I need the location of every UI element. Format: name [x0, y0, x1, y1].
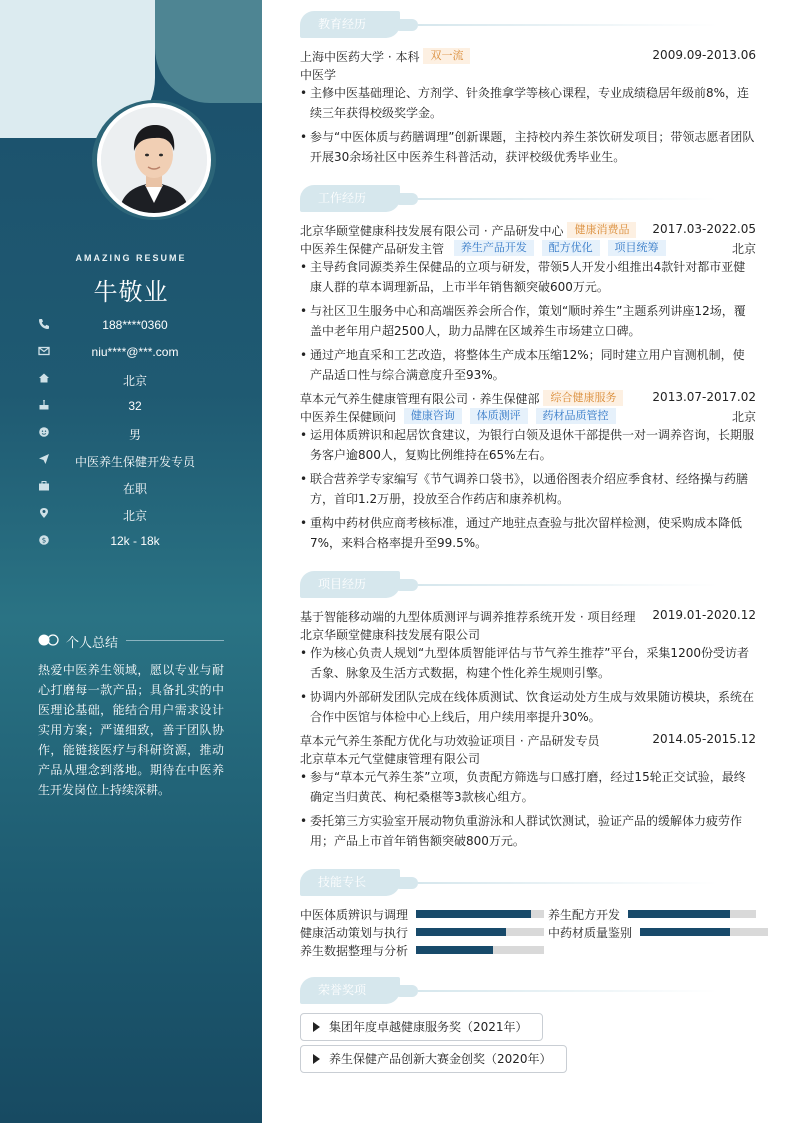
skill-fill: [628, 910, 730, 918]
school-name: 上海中医药大学 · 本科: [300, 50, 420, 64]
salary-value: 12k - 18k: [110, 534, 160, 548]
info-row-phone: [0, 316, 262, 336]
svg-text:$: $: [41, 536, 47, 545]
skill-fill: [416, 910, 531, 918]
portrait-image: [101, 107, 207, 213]
skill-item: [300, 906, 544, 920]
project-org: 北京草本元气堂健康管理有限公司: [300, 752, 481, 766]
job-role-row: [300, 240, 756, 257]
info-row-status: [0, 478, 262, 498]
skill-item: [548, 906, 768, 920]
salary-icon: [38, 534, 50, 546]
skill-item: [548, 924, 780, 938]
company-name: 草本元气养生健康管理有限公司 · 养生保健部: [300, 392, 540, 406]
list-item: • 主导药食同源类养生保健品的立项与研发，带领5人开发小组推出4款针对都市亚健康人群的草本调理新品，上市半年销售额突破600万元。: [300, 257, 756, 297]
skill-bar: [628, 910, 756, 918]
location-pin-icon: [38, 507, 50, 519]
job-city: 北京: [731, 242, 756, 256]
job-header: [300, 222, 756, 239]
summary-title: 个人总结: [66, 636, 119, 651]
skill-item: [300, 942, 544, 956]
award-item: [300, 1045, 567, 1073]
skill-bar: [416, 928, 544, 936]
project-org-row: [300, 750, 756, 767]
project-name: 基于智能移动端的九型体质测评与调养推荐系统开发 · 项目经理: [300, 610, 636, 624]
mail-icon: [38, 345, 50, 357]
job-status-value: 在职: [122, 482, 147, 496]
divider: [418, 990, 718, 992]
company-name: 北京华颐堂健康科技发展有限公司 · 产品研发中心: [300, 224, 564, 238]
phone-icon: [38, 318, 50, 330]
avatar-ring: [92, 100, 216, 220]
skill-label: 养生配方开发: [548, 908, 621, 922]
skill-tag: 养生产品开发: [454, 240, 534, 256]
info-row-salary: [0, 532, 262, 552]
section-title: 工作经历: [300, 185, 400, 212]
gender-value: 男: [128, 428, 141, 442]
expected-city-value: 北京: [122, 509, 147, 523]
home-icon: [38, 372, 50, 384]
info-row-position: [0, 451, 262, 471]
project-org: 北京华颐堂健康科技发展有限公司: [300, 628, 481, 642]
divider: [418, 584, 718, 586]
section-header-education: [300, 11, 760, 39]
decorative-pill: [394, 579, 418, 591]
divider: [418, 198, 718, 200]
job-header: [300, 390, 756, 407]
skill-label: 中医体质辨识与调理: [300, 908, 409, 922]
list-item: • 参与“草本元气养生茶”立项，负责配方筛选与口感打磨，经过15轮正交试验，最终确定当归黄芪、枸杞桑椹等3款核心组方。: [300, 767, 756, 807]
list-item: • 运用体质辨识和起居饮食建议，为银行白领及退休干部提供一对一调养咨询，长期服务客户逾800人，复购比例维持在65%左右。: [300, 425, 756, 465]
skill-fill: [416, 928, 506, 936]
decorative-pill: [394, 877, 418, 889]
skill-label: 中药材质量鉴别: [548, 926, 633, 940]
list-item: • 与社区卫生服务中心和高端医养会所合作，策划“顺时养生”主题系列讲座12场，覆盖中老年用户超2500人，助力品牌在区域养生市场建立口碑。: [300, 301, 756, 341]
triangle-right-icon: [313, 1054, 320, 1064]
section-title: 教育经历: [300, 11, 400, 38]
target-position-value: 中医养生保健开发专员: [74, 455, 195, 469]
skill-fill: [416, 946, 493, 954]
skill-label: 养生数据整理与分析: [300, 944, 409, 958]
award-text: 集团年度卓越健康服务奖（2021年）: [329, 1020, 528, 1034]
skill-bar: [416, 946, 544, 954]
divider: [418, 24, 718, 26]
email-value: niu****@***.com: [91, 345, 179, 359]
avatar: [97, 103, 211, 217]
triangle-right-icon: [313, 1022, 320, 1032]
divider: [418, 882, 718, 884]
list-item: • 参与“中医体质与药膳调理”创新课题，主持校内养生茶饮研发项目；带领志愿者团队开展30余场社区中医养生科普活动，获评校级优秀毕业生。: [300, 127, 756, 167]
summary-text: 热爱中医养生领域，愿以专业与耐心打磨每一款产品；具备扎实的中医理论基础，能结合用户需求设计实用方案；严谨细致，善于团队协作，能链接医疗与科研资源，推动产品从理念到落地。期待在中医养生开发岗位上持续深耕。: [38, 663, 224, 797]
project-period: 2019.01-2020.12: [652, 608, 756, 622]
skill-tag: 项目统筹: [608, 240, 666, 256]
section-header-work: [300, 185, 760, 213]
info-row-home: [0, 370, 262, 390]
major: 中医学: [300, 68, 337, 82]
hometown-value: 北京: [122, 374, 147, 388]
info-row-age: [0, 397, 262, 417]
skill-fill: [640, 928, 730, 936]
info-row-location: [0, 505, 262, 525]
skill-bar: [416, 910, 544, 918]
divider: [126, 640, 224, 641]
phone-value: 188****0360: [102, 318, 168, 332]
briefcase-icon: [38, 480, 50, 492]
skill-label: 健康活动策划与执行: [300, 926, 409, 940]
project-period: 2014.05-2015.12: [652, 732, 756, 746]
section-header-projects: [300, 571, 760, 599]
list-item: • 联合营养学专家编写《节气调养口袋书》，以通俗图表介绍应季食材、经络操与药膳方，首印1.2万册，投放至合作药店和康养机构。: [300, 469, 756, 509]
section-title: 项目经历: [300, 571, 400, 598]
list-item: • 重构中药材供应商考核标准，通过产地驻点查验与批次留样检测，使采购成本降低7%，来料合格率提升至99.5%。: [300, 513, 756, 553]
cake-icon: [38, 399, 50, 411]
project-org-row: [300, 626, 756, 643]
decorative-pill: [394, 985, 418, 997]
age-value: 32: [128, 399, 142, 413]
project-header: [300, 608, 756, 625]
list-item: • 通过产地直采和工艺改造，将整体生产成本压缩12%；同时建立用户盲测机制，使产品适口性与综合满意度升至93%。: [300, 345, 756, 385]
skill-tag: 药材品质管控: [536, 408, 616, 424]
job-role-row: [300, 408, 756, 425]
paper-plane-icon: [38, 453, 50, 465]
summary-header: [38, 632, 224, 650]
resume-banner: AMAZING RESUME: [75, 253, 187, 263]
education-header: [300, 48, 756, 65]
skill-item: [300, 924, 544, 938]
industry-tag: 健康消费品: [567, 222, 636, 238]
skill-tag: 体质测评: [470, 408, 528, 424]
project-name: 草本元气养生茶配方优化与功效验证项目 · 产品研发专员: [300, 734, 600, 748]
gender-icon: [38, 426, 50, 438]
job-period: 2013.07-2017.02: [652, 390, 756, 404]
school-badge: 双一流: [423, 48, 470, 64]
info-row-gender: [0, 424, 262, 444]
skill-tag: 配方优化: [542, 240, 600, 256]
skill-bar: [640, 928, 768, 936]
list-item: • 协调内外部研发团队完成在线体质测试、饮食运动处方生成与效果随访模块，系统在合作中医馆与体检中心上线后，用户续用率提升30%。: [300, 687, 756, 727]
decorative-pill: [394, 19, 418, 31]
sidebar: [0, 0, 262, 1123]
section-title: 荣誉奖项: [300, 977, 400, 1004]
decorative-shape: [155, 0, 262, 103]
list-item: • 主修中医基础理论、方剂学、针灸推拿学等核心课程，专业成绩稳居年级前8%，连续三年获得校级奖学金。: [300, 83, 756, 123]
industry-tag: 综合健康服务: [543, 390, 623, 406]
section-header-skills: [300, 869, 760, 897]
list-item: • 委托第三方实验室开展动物负重游泳和人群试饮测试，验证产品的缓解体力疲劳作用；产品上市首年销售额突破800万元。: [300, 811, 756, 851]
award-text: 养生保健产品创新大赛金创奖（2020年）: [329, 1052, 552, 1066]
job-role: 中医养生保健产品研发主管: [300, 242, 445, 256]
job-role: 中医养生保健顾问: [300, 410, 397, 424]
decorative-pill: [394, 193, 418, 205]
award-item: [300, 1013, 543, 1041]
section-title: 技能专长: [300, 869, 400, 896]
education-period: 2009.09-2013.06: [652, 48, 756, 62]
section-header-awards: [300, 977, 760, 1005]
info-row-email: [0, 343, 262, 363]
education-major-row: [300, 66, 756, 83]
main-content: [262, 0, 794, 1123]
toggle-dots-icon: [38, 634, 60, 646]
skill-tag: 健康咨询: [404, 408, 462, 424]
job-city: 北京: [731, 410, 756, 424]
project-header: [300, 732, 756, 749]
list-item: • 作为核心负责人规划“九型体质智能评估与节气养生推荐”平台，采集1200份受访者舌象、脉象及生活方式数据，构建个性化养生规则引擎。: [300, 643, 756, 683]
job-period: 2017.03-2022.05: [652, 222, 756, 236]
candidate-name: 牛敬业: [93, 278, 169, 306]
